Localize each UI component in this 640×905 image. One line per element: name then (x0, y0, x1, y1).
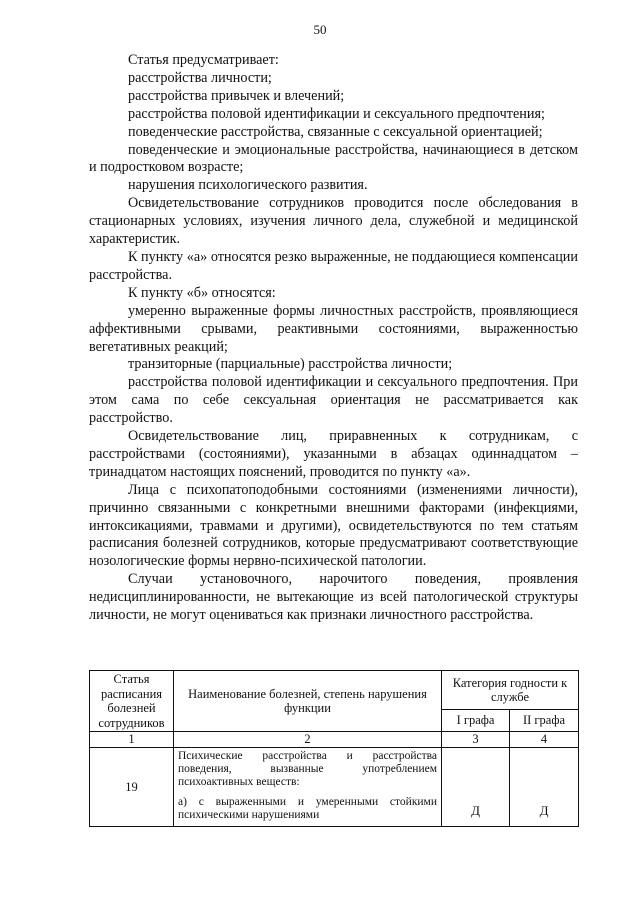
paragraph: расстройства половой идентификации и сексуального предпочтения; (128, 105, 545, 122)
row-sub-item: а) с выраженными и умеренными стойкими психическими нарушениями (178, 796, 437, 821)
paragraph: Статья предусматривает: (128, 52, 279, 68)
paragraph: расстройства половой идентификации и сексуального предпочтения. При этом сама по себе сексуальная ориентация не рассматривается как расстройство. (89, 374, 578, 427)
paragraph: расстройства личности; (128, 69, 272, 86)
header-col1: I графа (442, 710, 510, 732)
column-number-row (90, 732, 579, 748)
row-description: Психические расстройства и расстройства поведения, вызванные употреблением психоактивных веществ: (178, 750, 437, 788)
column-number: 3 (442, 732, 510, 748)
body-text (89, 52, 578, 625)
header-col2: II графа (510, 710, 579, 732)
table-row (90, 748, 579, 827)
header-category: Категория годности к службе (442, 671, 579, 710)
paragraph: Освидетельствование лиц, приравненных к сотрудникам, с расстройствами (состояниями), указанными в абзацах одиннадцатом – тринадцатом настоящих пояснений, проводится по пункту «а». (89, 428, 578, 480)
paragraph: К пункту «б» относятся: (128, 284, 276, 301)
column-number: 1 (90, 732, 174, 748)
paragraph: К пункту «а» относятся резко выраженные, не поддающиеся компенсации расстройства. (89, 248, 578, 283)
paragraph: поведенческие расстройства, связанные с сексуальной ориентацией; (128, 123, 543, 140)
column-number: 4 (510, 732, 579, 748)
paragraph: расстройства привычек и влечений; (128, 87, 345, 104)
diseases-table (89, 670, 579, 827)
header-article: Статья расписания болезней сотрудников (90, 671, 174, 732)
row-description-cell (174, 748, 442, 827)
row-article: 19 (90, 748, 174, 827)
paragraph: Освидетельствование сотрудников проводится после обследования в стационарных условиях, изучения личного дела, служебной и медицинской характеристик. (89, 195, 578, 248)
paragraph: нарушения психологического развития. (128, 177, 368, 194)
column-number: 2 (174, 732, 442, 748)
row-col1: Д (442, 748, 510, 827)
page-number: 50 (313, 22, 327, 37)
paragraph: Случаи установочного, нарочитого поведения, проявления недисциплинированности, не вытекающие из всей патологической структуры личности, не могут оцениваться как признаки личностного расстройства. (89, 571, 578, 624)
paragraph: умеренно выраженные формы личностных расстройств, проявляющиеся аффективными срывами, реактивными состояниями, выраженностью вегетативных реакций; (89, 302, 578, 355)
paragraph: поведенческие и эмоциональные расстройства, начинающиеся в детском и подростковом возрасте; (89, 141, 578, 176)
row-col2: Д (510, 748, 579, 827)
header-name: Наименование болезней, степень нарушения функции (174, 671, 442, 732)
paragraph: Лица с психопатоподобными состояниями (изменениями личности), причинно связанными с конкретными внешними факторами (инфекциями, интоксикациями, травмами и другими), освидетельствуются по тем статьям расписания болезней сотрудников, которые предусматривают соответствующие нозологические формы нервно-психической патологии. (89, 481, 578, 570)
paragraph: транзиторные (парциальные) расстройства личности; (128, 356, 453, 373)
